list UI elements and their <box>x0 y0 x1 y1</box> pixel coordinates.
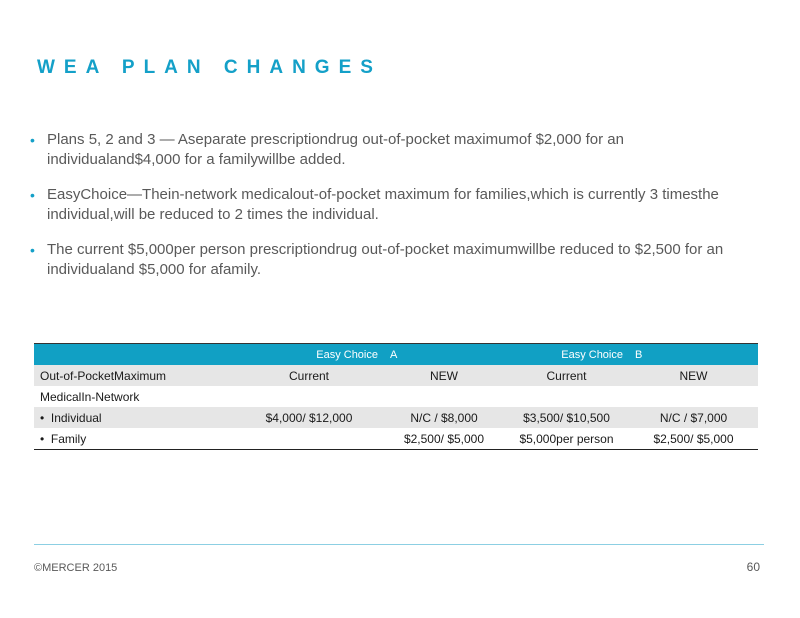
bullet-list <box>30 130 750 295</box>
column-header: Current <box>234 365 384 386</box>
footer-divider <box>34 544 764 545</box>
section-label: MedicalIn-Network <box>40 389 140 404</box>
bullet-dot-icon: • <box>30 132 35 148</box>
copyright: ©MERCER 2015 <box>34 562 118 574</box>
column-header: Current <box>504 365 629 386</box>
row-bullet-icon: • <box>40 431 51 446</box>
bullet-text: The current $5,000per person prescriptiondrug out-of-pocket maximumwillbe reduced to $2,500 for an individualand $5,000 for afamily. <box>47 241 724 278</box>
bullet-item <box>30 130 750 170</box>
cell-b-current: $5,000per person <box>504 428 629 450</box>
bullet-text: Plans 5, 2 and 3 — Aseparate prescriptiondrug out-of-pocket maximumof $2,000 for an individualand$4,000 for a familywillbe added. <box>47 131 624 168</box>
column-header: NEW <box>629 365 758 386</box>
bullet-item <box>30 185 750 225</box>
cell-b-new: N/C / $7,000 <box>629 407 758 428</box>
bullet-dot-icon: • <box>30 242 35 258</box>
cell-b-new: $2,500/ $5,000 <box>629 428 758 450</box>
table-row <box>34 428 758 450</box>
page-number: 60 <box>746 560 760 574</box>
table-group-header-row <box>34 344 758 366</box>
table-section-row <box>34 386 758 407</box>
group-header-name: Easy Choice <box>561 348 623 361</box>
group-header-letter: B <box>635 348 643 361</box>
group-header-name: Easy Choice <box>316 348 378 361</box>
row-label: Individual <box>50 410 102 425</box>
group-header-letter: A <box>390 348 398 361</box>
cell-a-new: $2,500/ $5,000 <box>384 428 504 450</box>
page-title: WEA PLAN CHANGES <box>37 57 382 78</box>
row-label: Family <box>50 431 87 446</box>
bullet-item <box>30 240 750 280</box>
cell-a-current <box>234 428 384 450</box>
bullet-dot-icon: • <box>30 187 35 203</box>
cell-a-current: $4,000/ $12,000 <box>234 407 384 428</box>
cell-a-new: N/C / $8,000 <box>384 407 504 428</box>
row-bullet-icon: • <box>40 410 51 425</box>
bullet-text: EasyChoice—Thein-network medicalout-of-pocket maximum for families,which is currently 3 timesthe individual,will be reduced to 2 times the individual. <box>47 186 719 223</box>
plan-comparison-table <box>34 343 758 450</box>
table-row <box>34 407 758 428</box>
table-column-header-row <box>34 365 758 386</box>
column-header: Out-of-PocketMaximum <box>34 365 234 386</box>
column-header: NEW <box>384 365 504 386</box>
cell-b-current: $3,500/ $10,500 <box>504 407 629 428</box>
